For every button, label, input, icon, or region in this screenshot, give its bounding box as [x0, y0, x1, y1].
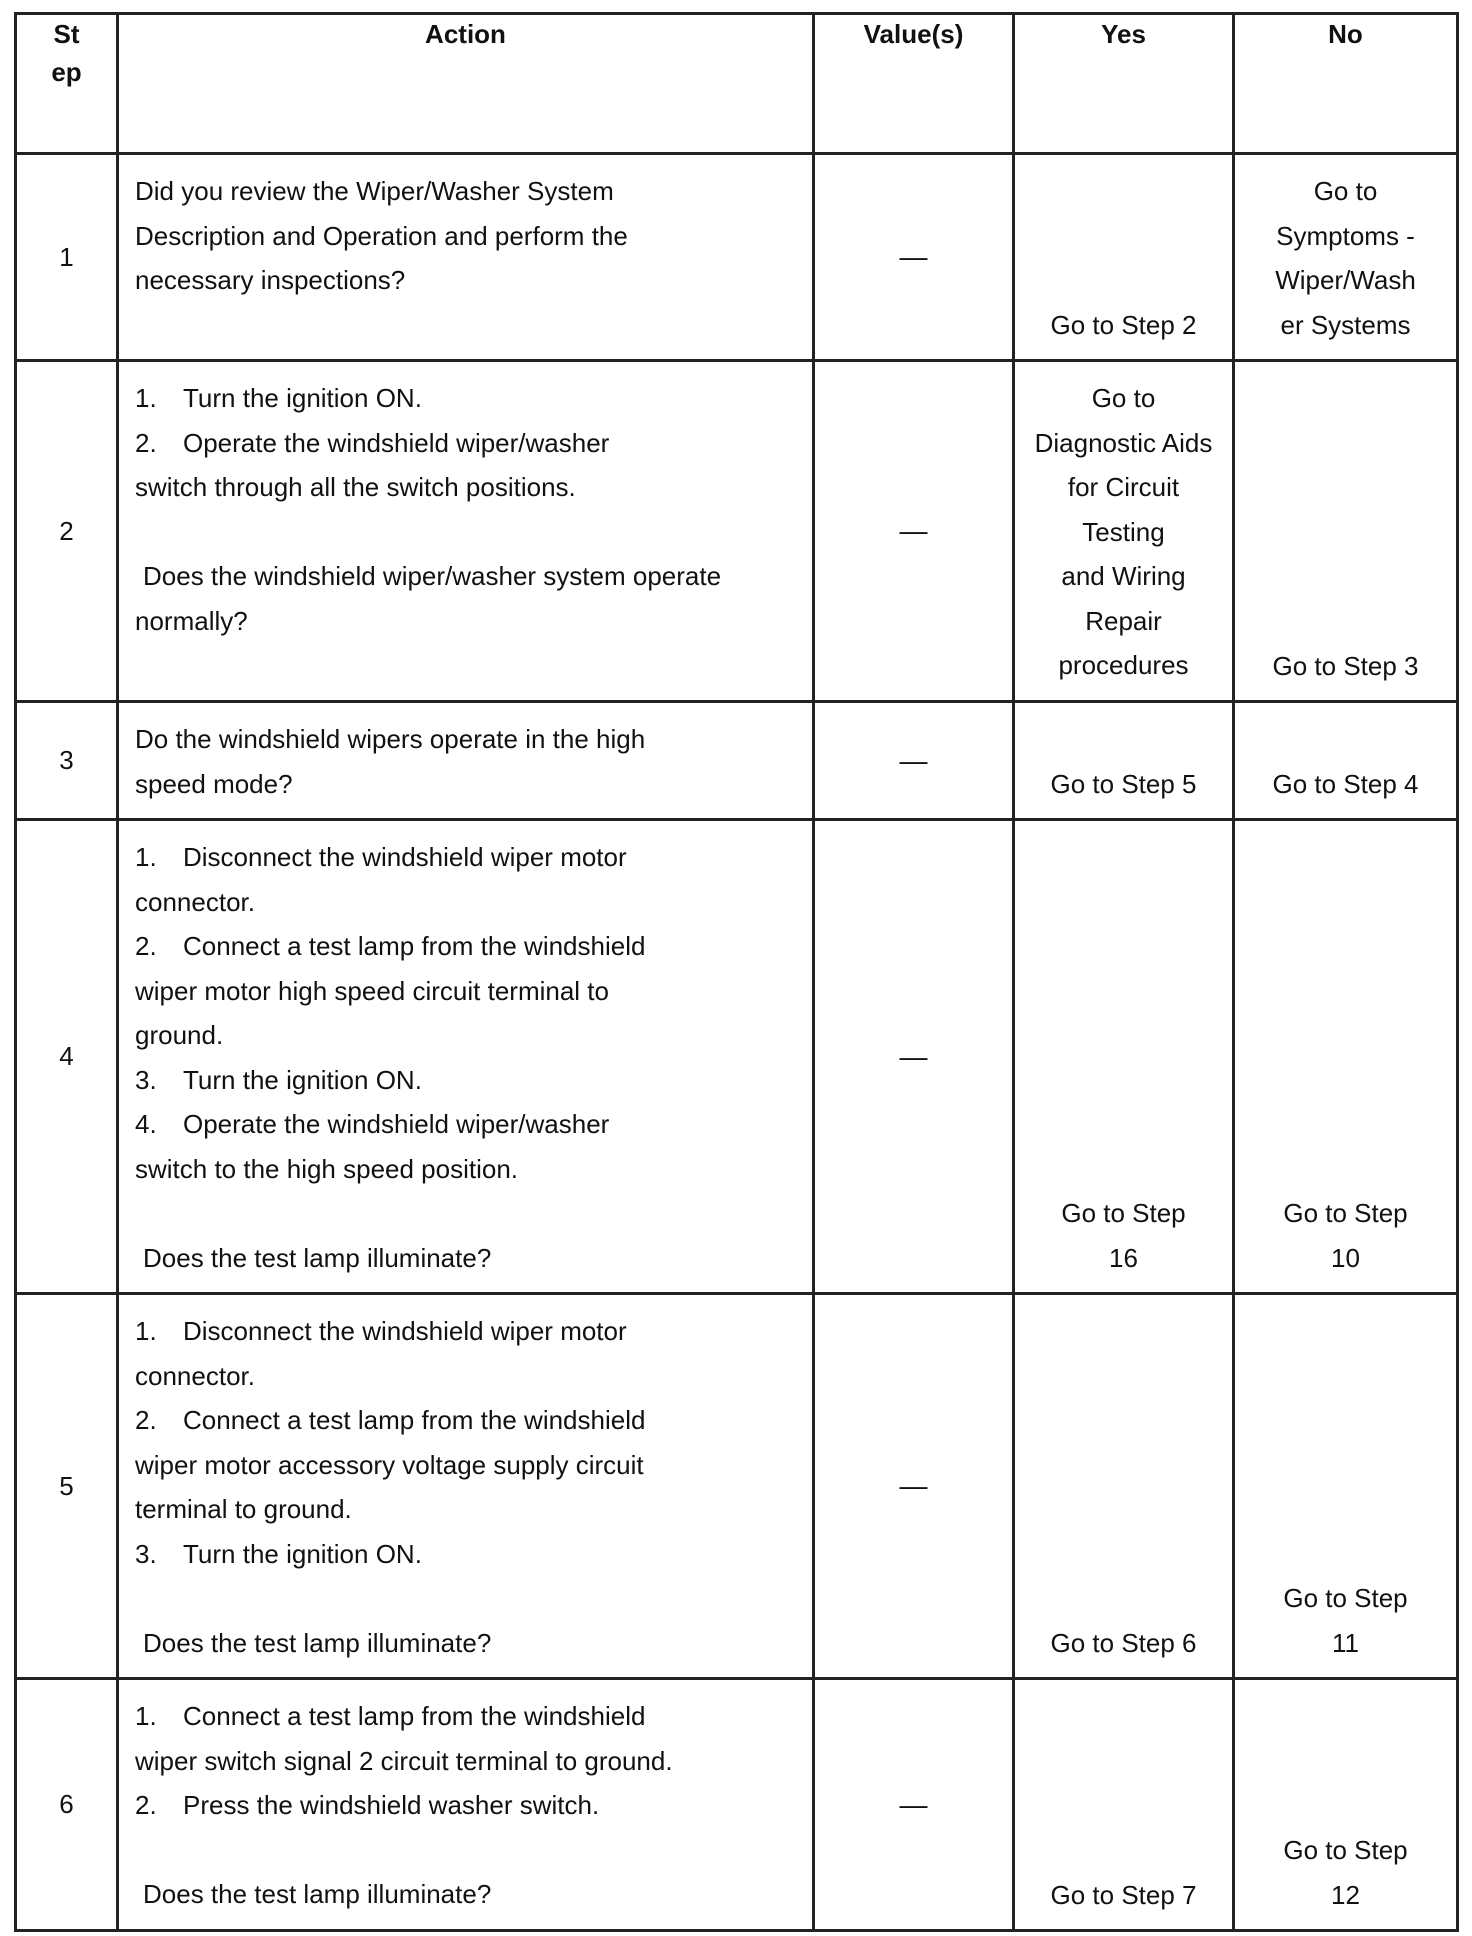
- step-text: Operate the windshield wiper/washer: [183, 1109, 610, 1139]
- no-cell: [1234, 361, 1458, 702]
- action-step-line: connector.: [135, 886, 255, 917]
- step-text: Press the windshield washer switch.: [183, 1790, 600, 1820]
- table-body: [16, 154, 1458, 1931]
- no-line: Go to: [1313, 176, 1378, 206]
- yes-line: Go to Step 6: [1050, 1627, 1197, 1658]
- yes-line: Go to Step 5: [1050, 768, 1197, 799]
- action-step-line: [135, 835, 800, 880]
- yes-line: for Circuit: [1067, 472, 1180, 502]
- question-line: normally?: [135, 605, 248, 636]
- step-text: Connect a test lamp from the windshield: [183, 1405, 646, 1435]
- yes-content: [1021, 835, 1226, 1280]
- action-step-line: [135, 924, 800, 969]
- step-number: 1.: [135, 1701, 157, 1731]
- yes-content: [1021, 1694, 1226, 1917]
- no-content: [1241, 376, 1450, 688]
- table-header-row: [16, 14, 1458, 154]
- spacer: [135, 1576, 800, 1621]
- no-line: Symptoms -: [1276, 220, 1415, 251]
- no-line: Go to Step: [1283, 1835, 1408, 1865]
- step-text: Connect a test lamp from the windshield: [183, 1701, 646, 1731]
- no-line: 12: [1331, 1879, 1360, 1910]
- header-no: No: [1234, 14, 1458, 154]
- action-line: Do the windshield wipers operate in the high: [135, 724, 646, 754]
- action-step-line: [135, 1783, 800, 1828]
- action-cell: [118, 361, 814, 702]
- action-cell: [118, 820, 814, 1294]
- action-step-line: [135, 1309, 800, 1354]
- header-step: St ep: [16, 14, 118, 154]
- yes-line: Go to Step 7: [1050, 1879, 1197, 1910]
- step-number: 1.: [135, 383, 157, 413]
- action-line: Description and Operation and perform the: [135, 220, 628, 251]
- table-row: [16, 1679, 1458, 1931]
- action-cell: [118, 1679, 814, 1931]
- step-number: 3.: [135, 1538, 157, 1569]
- no-cell: [1234, 154, 1458, 361]
- no-line: Go to Step: [1283, 1583, 1408, 1613]
- action-step-line: [135, 1398, 800, 1443]
- action-cell: [118, 1294, 814, 1679]
- step-cell: 4: [16, 820, 118, 1294]
- step-number: 2.: [135, 1405, 157, 1435]
- no-cell: [1234, 1679, 1458, 1931]
- no-line: 11: [1332, 1627, 1359, 1658]
- value-cell: —: [814, 1679, 1014, 1931]
- action-step-line: ground.: [135, 1020, 224, 1050]
- step-number: 2.: [135, 1790, 157, 1820]
- question-line: Does the test lamp illuminate?: [143, 1242, 492, 1273]
- yes-cell: [1014, 361, 1234, 702]
- value-cell: —: [814, 154, 1014, 361]
- yes-cell: [1014, 154, 1234, 361]
- action-step-line: wiper switch signal 2 circuit terminal to ground.: [135, 1745, 673, 1776]
- action-line: speed mode?: [135, 768, 293, 799]
- no-content: [1241, 1694, 1450, 1917]
- spacer: [135, 1828, 800, 1873]
- no-cell: [1234, 1294, 1458, 1679]
- step-number: 4.: [135, 1109, 157, 1139]
- yes-line: Testing: [1082, 516, 1165, 547]
- yes-line: Diagnostic Aids: [1034, 427, 1213, 458]
- header-yes: Yes: [1014, 14, 1234, 154]
- question-line: Does the windshield wiper/washer system operate: [143, 561, 722, 591]
- action-step-line: [135, 421, 800, 466]
- step-number: 3.: [135, 1064, 157, 1095]
- step-text: Operate the windshield wiper/washer: [183, 427, 610, 458]
- no-content: [1241, 835, 1450, 1280]
- step-text: Disconnect the windshield wiper motor: [183, 1316, 627, 1346]
- yes-line: Go to Step 2: [1050, 309, 1197, 340]
- table-row: [16, 154, 1458, 361]
- action-step-line: [135, 1694, 800, 1739]
- step-text: Disconnect the windshield wiper motor: [183, 842, 627, 872]
- step-text: Connect a test lamp from the windshield: [183, 931, 646, 961]
- yes-line: Go to Step: [1061, 1198, 1186, 1228]
- table-row: [16, 361, 1458, 702]
- yes-cell: [1014, 702, 1234, 820]
- value-cell: —: [814, 702, 1014, 820]
- action-cell: [118, 702, 814, 820]
- header-values: Value(s): [814, 14, 1014, 154]
- action-step-line: switch through all the switch positions.: [135, 472, 576, 502]
- step-number: 1.: [135, 842, 157, 872]
- step-text: Turn the ignition ON.: [183, 1538, 422, 1569]
- spacer: [135, 510, 800, 555]
- table-row: [16, 820, 1458, 1294]
- yes-cell: [1014, 1679, 1234, 1931]
- value-cell: —: [814, 820, 1014, 1294]
- yes-line: and Wiring: [1061, 561, 1186, 591]
- no-cell: [1234, 820, 1458, 1294]
- step-text: Turn the ignition ON.: [183, 383, 422, 413]
- yes-cell: [1014, 1294, 1234, 1679]
- table-row: [16, 702, 1458, 820]
- yes-line: procedures: [1058, 650, 1189, 680]
- step-number: 2.: [135, 931, 157, 961]
- header-action: Action: [118, 14, 814, 154]
- step-cell: 2: [16, 361, 118, 702]
- yes-cell: [1014, 820, 1234, 1294]
- action-step-line: wiper motor accessory voltage supply circuit: [135, 1449, 644, 1480]
- step-cell: 1: [16, 154, 118, 361]
- question-line: Does the test lamp illuminate?: [143, 1879, 492, 1909]
- yes-line: Go to: [1091, 383, 1156, 413]
- yes-content: [1021, 169, 1226, 347]
- action-step-line: connector.: [135, 1360, 255, 1391]
- no-content: [1241, 717, 1450, 806]
- yes-content: [1021, 1309, 1226, 1665]
- no-line: er Systems: [1280, 309, 1411, 340]
- action-step-line: [135, 376, 800, 421]
- question-line: Does the test lamp illuminate?: [143, 1627, 492, 1658]
- action-step-line: [135, 1102, 800, 1147]
- value-cell: —: [814, 1294, 1014, 1679]
- step-text: Turn the ignition ON.: [183, 1064, 422, 1095]
- spacer: [135, 1191, 800, 1236]
- yes-line: Repair: [1085, 605, 1162, 636]
- step-number: 1.: [135, 1316, 157, 1346]
- yes-content: [1021, 376, 1226, 688]
- step-cell: 5: [16, 1294, 118, 1679]
- no-content: [1241, 169, 1450, 347]
- table-row: [16, 1294, 1458, 1679]
- no-content: [1241, 1309, 1450, 1665]
- value-cell: —: [814, 361, 1014, 702]
- step-cell: 6: [16, 1679, 118, 1931]
- diagnostic-table: [14, 12, 1459, 1932]
- no-line: 10: [1331, 1242, 1360, 1273]
- action-step-line: [135, 1058, 800, 1103]
- action-line: Did you review the Wiper/Washer System: [135, 176, 614, 206]
- action-step-line: [135, 1532, 800, 1577]
- yes-content: [1021, 717, 1226, 806]
- no-line: Wiper/Wash: [1275, 265, 1416, 295]
- action-cell: [118, 154, 814, 361]
- action-step-line: terminal to ground.: [135, 1494, 352, 1524]
- no-cell: [1234, 702, 1458, 820]
- action-step-line: wiper motor high speed circuit terminal to: [135, 975, 609, 1006]
- step-number: 2.: [135, 427, 157, 458]
- step-cell: 3: [16, 702, 118, 820]
- no-line: Go to Step 4: [1272, 768, 1419, 799]
- no-line: Go to Step: [1283, 1198, 1408, 1228]
- action-step-line: switch to the high speed position.: [135, 1153, 519, 1184]
- yes-line: 16: [1109, 1242, 1138, 1273]
- action-line: necessary inspections?: [135, 265, 406, 295]
- no-line: Go to Step 3: [1272, 650, 1419, 681]
